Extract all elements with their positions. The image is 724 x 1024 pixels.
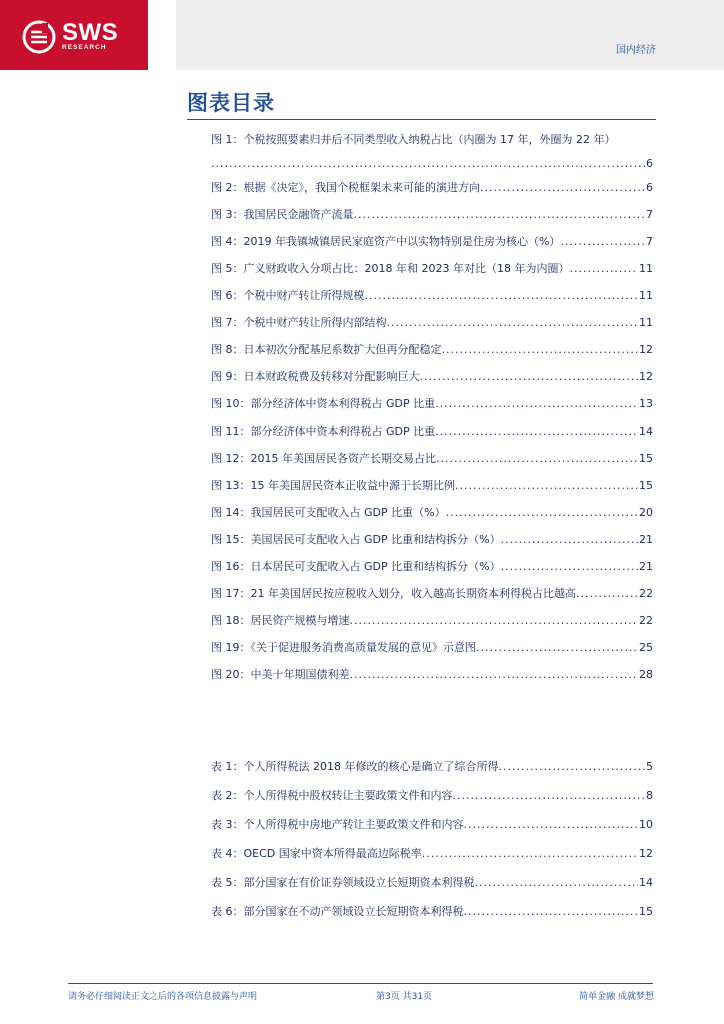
dot-leader — [435, 397, 638, 411]
dot-leader — [475, 876, 639, 890]
dot-leader — [501, 560, 638, 574]
figure-entry-label: 图 10：部分经济体中资本利得税占 GDP 比重 — [211, 397, 436, 410]
figure-entry-page: 6 — [646, 181, 653, 194]
table-entry[interactable] — [211, 847, 653, 861]
figure-entry[interactable] — [211, 668, 653, 682]
figure-entry-label: 图 13：15 年美国居民资本正收益中源于长期比例 — [211, 479, 455, 492]
figure-entry[interactable] — [211, 370, 653, 384]
figure-entry[interactable] — [211, 343, 653, 357]
logo-subtitle: RESEARCH — [62, 44, 107, 51]
table-entry-page: 12 — [639, 847, 653, 860]
figure-entry-label: 图 6：个税中财产转让所得规模 — [211, 289, 365, 302]
dot-leader — [501, 533, 638, 547]
dot-leader — [442, 343, 639, 357]
figure-entry[interactable] — [211, 425, 653, 439]
table-entry-label: 表 6：部分国家在不动产领域设立长短期资本利得税 — [211, 905, 464, 918]
figure-entry-label: 图 15：美国居民可支配收入占 GDP 比重和结构拆分（%） — [211, 533, 501, 546]
table-entry[interactable] — [211, 760, 653, 774]
figure-entry-page: 22 — [639, 587, 653, 600]
footer-slogan: 简单金融 成就梦想 — [579, 992, 654, 1002]
figure-entry-page: 13 — [639, 397, 653, 410]
figure-entry-page: 21 — [639, 533, 653, 546]
figure-entry[interactable] — [211, 208, 653, 222]
dot-leader — [476, 641, 638, 655]
dot-leader — [453, 789, 646, 803]
figure-entry-page: 7 — [646, 208, 653, 221]
title-rule — [187, 119, 656, 120]
dot-leader — [464, 818, 639, 832]
table-entry-page: 14 — [639, 876, 653, 889]
table-entry-page: 15 — [639, 905, 653, 918]
figure-entry[interactable] — [211, 181, 653, 195]
figure-entry-page: 25 — [639, 641, 653, 654]
figure-entry-label: 图 17：21 年美国居民按应税收入划分，收入越高长期资本利得税占比越高 — [211, 587, 576, 600]
figure-entry-page: 28 — [639, 668, 653, 681]
dot-leader — [422, 847, 638, 861]
table-entry-page: 5 — [646, 760, 653, 773]
dot-leader — [420, 370, 639, 384]
figure-entry[interactable] — [211, 316, 653, 330]
figure-entry-label: 图 14：我国居民可支配收入占 GDP 比重（%） — [211, 506, 446, 519]
figure-entry-label: 图 16：日本居民可支配收入占 GDP 比重和结构拆分（%） — [211, 560, 501, 573]
dot-leader — [464, 905, 639, 919]
table-entry[interactable] — [211, 876, 653, 890]
figure-entry[interactable] — [211, 262, 653, 276]
figure-entry[interactable] — [211, 133, 653, 147]
figure-entry-label: 图 18：居民资产规模与增速 — [211, 614, 350, 627]
table-entry-label: 表 4：OECD 国家中资本所得最高边际税率 — [211, 847, 422, 860]
figure-entry-label: 图 5：广义财政收入分项占比：2018 年和 2023 年对比（18 年为内圈） — [211, 262, 570, 275]
table-entry-page: 8 — [646, 789, 653, 802]
dot-leader — [480, 181, 645, 195]
figure-entry-label: 图 20：中美十年期国债利差 — [211, 668, 350, 681]
table-entry[interactable] — [211, 905, 653, 919]
dot-leader — [560, 235, 645, 249]
figure-entry-label: 图 2：根据《决定》，我国个税框架未来可能的演进方向 — [211, 181, 480, 194]
sws-logo — [22, 20, 118, 54]
figure-entry-page: 14 — [639, 425, 653, 438]
table-entry-label: 表 1：个人所得税法 2018 年修改的核心是确立了综合所得 — [211, 760, 499, 773]
figure-entry-label: 图 19：《关于促进服务消费高质量发展的意见》示意图 — [211, 641, 476, 654]
figure-entry-page: 12 — [639, 343, 653, 356]
figure-entry-page: 22 — [639, 614, 653, 627]
figure-entry[interactable] — [211, 560, 653, 574]
figure-entry[interactable] — [211, 397, 653, 411]
figure-entry-label: 图 4：2019 年我镇城镇居民家庭资产中以实物特别是住房为核心（%） — [211, 235, 561, 248]
dot-leader — [387, 316, 639, 330]
figure-entry-page: 6 — [646, 157, 653, 170]
header-divider — [148, 0, 176, 70]
figure-entry-label: 图 9：日本财政税费及转移对分配影响巨大 — [211, 370, 420, 383]
dot-leader — [354, 208, 646, 222]
figure-entry[interactable] — [211, 641, 653, 655]
table-entry-page: 10 — [639, 818, 653, 831]
figure-entry-page: 15 — [639, 479, 653, 492]
figure-entry[interactable] — [211, 289, 653, 303]
figure-entry[interactable] — [211, 587, 653, 601]
logo-wordmark: SWS — [62, 19, 119, 46]
footer-disclaimer[interactable]: 请务必仔细阅读正文之后的各项信息披露与声明 — [68, 992, 258, 1002]
page-title: 图表目录 — [187, 91, 275, 115]
dot-leader — [350, 668, 639, 682]
figure-entry-page: 12 — [639, 370, 653, 383]
sws-logo-icon — [22, 20, 56, 54]
figure-entry[interactable] — [211, 614, 653, 628]
figure-entry[interactable] — [211, 452, 653, 466]
figure-entry[interactable] — [211, 506, 653, 520]
figure-entry-label: 图 12：2015 年美国居民各资产长期交易占比 — [211, 452, 436, 465]
figure-entry-page: 11 — [639, 316, 653, 329]
table-entry[interactable] — [211, 789, 653, 803]
dot-leader — [455, 479, 638, 493]
footer-page-number: 第3页 共31页 — [376, 992, 433, 1002]
figure-entry-label: 图 1：个税按照要素归并后不同类型收入纳税占比（内圈为 17 年，外圈为 22 年） — [211, 133, 616, 146]
table-entry-label: 表 3：个人所得税中房地产转让主要政策文件和内容 — [211, 818, 464, 831]
figure-entry-label: 图 8：日本初次分配基尼系数扩大但再分配稳定 — [211, 343, 442, 356]
footer-rule — [68, 983, 653, 984]
figure-entry-page: 21 — [639, 560, 653, 573]
dot-leader — [211, 157, 645, 171]
table-entry[interactable] — [211, 818, 653, 832]
dot-leader — [365, 289, 639, 303]
dot-leader — [436, 452, 638, 466]
figure-entry[interactable] — [211, 533, 653, 547]
figure-entry[interactable] — [211, 479, 653, 493]
dot-leader — [350, 614, 639, 628]
figure-entry-page: 7 — [646, 235, 653, 248]
dot-leader — [446, 506, 638, 520]
dot-leader — [576, 587, 638, 601]
figure-entry-leader[interactable] — [211, 157, 653, 171]
figure-entry-page: 11 — [639, 289, 653, 302]
figure-entry-page: 11 — [639, 262, 653, 275]
section-tag: 国内经济 — [616, 45, 656, 56]
dot-leader — [435, 425, 638, 439]
figure-entry-label: 图 7：个税中财产转让所得内部结构 — [211, 316, 387, 329]
header-bar — [176, 0, 724, 70]
dot-leader — [569, 262, 638, 276]
figure-entry-label: 图 11：部分经济体中资本利得税占 GDP 比重 — [211, 425, 436, 438]
figure-entry-page: 20 — [639, 506, 653, 519]
figure-entry[interactable] — [211, 235, 653, 249]
figure-entry-page: 15 — [639, 452, 653, 465]
table-entry-label: 表 2：个人所得税中股权转让主要政策文件和内容 — [211, 789, 453, 802]
dot-leader — [498, 760, 645, 774]
figure-entry-label: 图 3：我国居民金融资产流量 — [211, 208, 354, 221]
table-entry-label: 表 5：部分国家在有价证券领域设立长短期资本利得税 — [211, 876, 475, 889]
